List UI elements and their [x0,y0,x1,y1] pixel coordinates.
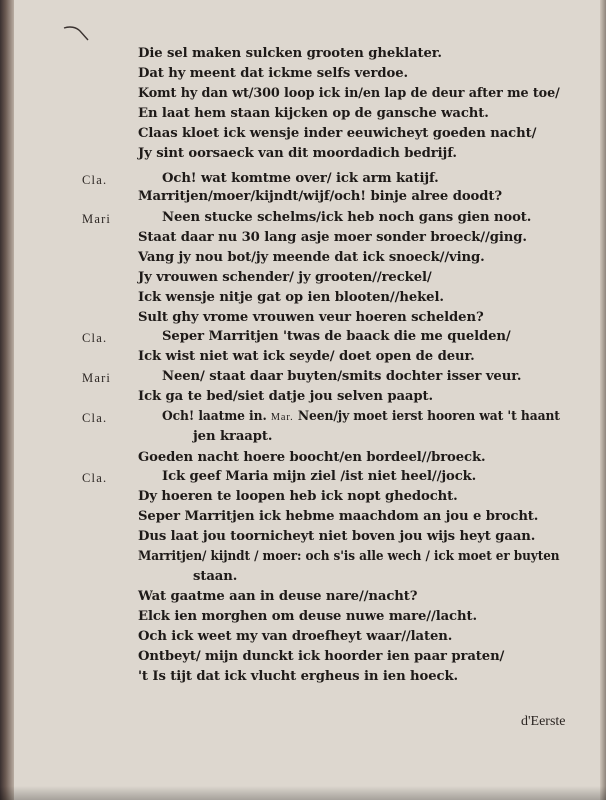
verse-line: Marritjen/moer/kijndt/wijf/och! binje alree doodt? [138,189,502,204]
verse-line: Neen stucke schelms/ick heb noch gans gien noot. [162,210,532,225]
speaker-label: Cla. [82,411,108,425]
pen-mark [62,24,92,42]
verse-line [162,409,560,424]
verse-line: Staat daar nu 30 lang asje moer sonder broeck//ging. [138,230,527,245]
verse-line: Och! wat komtme over/ ick arm katijf. [162,171,439,186]
verse-line: Goeden nacht hoere boocht/en bordeel//broeck. [138,450,486,465]
page-edge [600,0,606,800]
verse-line: Ick wensje nitje gat op ien blooten//hekel. [138,290,444,305]
verse-fragment: Neen/jy moet ierst hooren wat 't haant [297,409,560,424]
verse-line: Claas kloet ick wensje inder eeuwicheyt goeden nacht/ [138,126,537,141]
verse-line: Jy sint oorsaeck van dit moordadich bedrijf. [138,146,457,161]
verse-line: Wat gaatme aan in deuse nare//nacht? [138,589,418,604]
verse-line: Elck ien morghen om deuse nuwe mare//lacht. [138,609,477,624]
page-shadow [0,786,606,800]
verse-line: Marritjen/ kijndt / moer: och s'is alle wech / ick moet er buyten [138,549,560,564]
verse-line: Seper Marritjen ick hebme maachdom an jou e brocht. [138,509,539,524]
speaker-label: Mari [82,212,112,226]
verse-line: Och ick weet my van droefheyt waar//laten. [138,629,453,644]
verse-line: 't Is tijt dat ick vlucht ergheus in ien hoeck. [138,669,458,684]
verse-line: Jy vrouwen schender/ jy grooten//reckel/ [138,270,432,285]
verse-line: Dat hy meent dat ickme selfs verdoe. [138,66,408,81]
verse-line: Seper Marritjen 'twas de baack die me quelden/ [162,329,511,344]
verse-line: staan. [193,569,238,584]
verse-line: Dus laat jou toornicheyt niet boven jou wijs heyt gaan. [138,529,536,544]
verse-line: Sult ghy vrome vrouwen veur hoeren schelden? [138,310,484,325]
speaker-label: Cla. [82,331,108,345]
speaker-label: Cla. [82,471,108,485]
verse-line: Ick ga te bed/siet datje jou selven paapt. [138,389,433,404]
verse-line: En laat hem staan kijcken op de gansche wacht. [138,106,489,121]
speaker-label: Cla. [82,173,108,187]
inline-speaker-label: Mar. [270,411,294,423]
verse-line: Komt hy dan wt/300 loop ick in/en lap de deur after me toe/ [138,86,560,101]
verse-line: Neen/ staat daar buyten/smits dochter isser veur. [162,369,522,384]
catchword: d'Eerste [521,714,566,729]
speaker-label: Mari [82,371,112,385]
verse-line: Ick geef Maria mijn ziel /ist niet heel//jock. [162,469,477,484]
verse-line: Dy hoeren te loopen heb ick nopt ghedocht. [138,489,458,504]
verse-line: Ontbeyt/ mijn dunckt ick hoorder ien paar praten/ [138,649,505,664]
verse-line: Ick wist niet wat ick seyde/ doet open de deur. [138,349,475,364]
verse-fragment: Och! laatme in. [162,409,267,424]
book-spine [0,0,14,800]
verse-line: jen kraapt. [193,429,273,444]
verse-line: Die sel maken sulcken grooten gheklater. [138,46,442,61]
verse-line: Vang jy nou bot/jy meende dat ick snoeck//ving. [138,250,485,265]
